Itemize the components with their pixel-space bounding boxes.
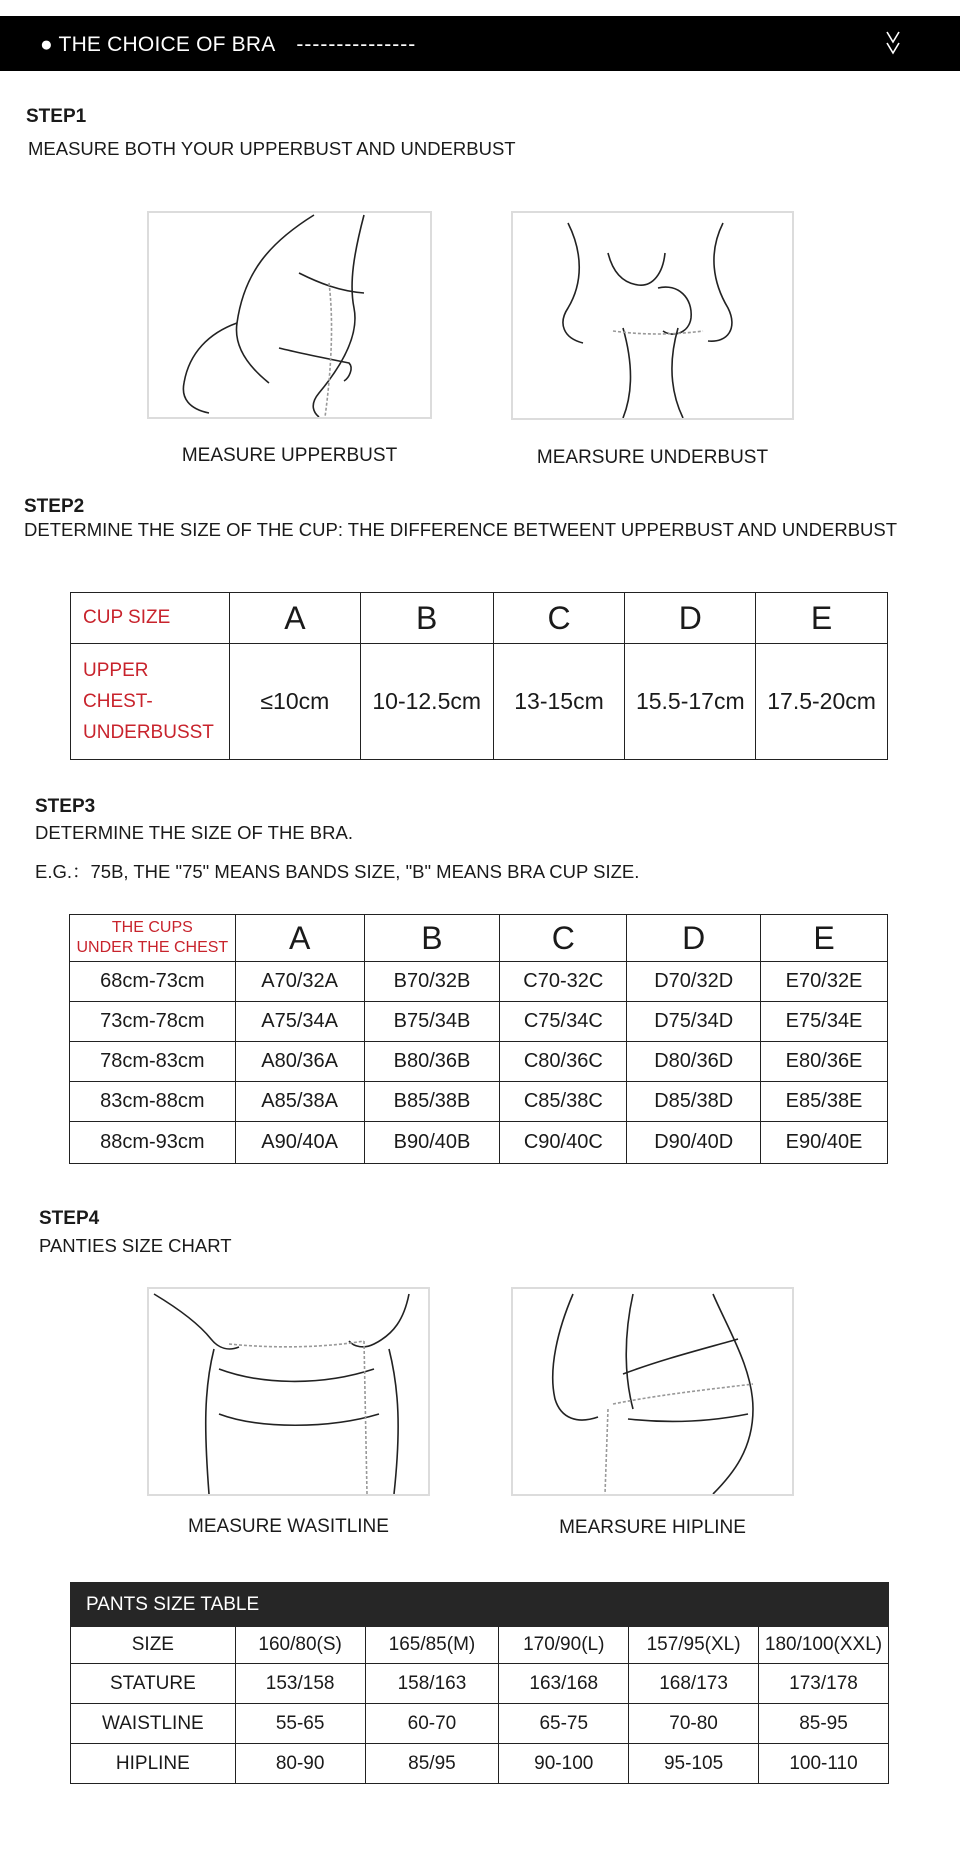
step4-title: STEP4 (39, 1208, 100, 1229)
size-cell: B90/40B (364, 1122, 500, 1164)
cup-header: D (625, 593, 756, 644)
size-cell: 90-100 (499, 1744, 629, 1784)
size-cell: 157/95(XL) (629, 1627, 759, 1664)
chest-range: 78cm-83cm (70, 1042, 236, 1082)
cup-size-label: CUP SIZE (71, 593, 230, 644)
waistline-illustration (147, 1287, 430, 1496)
size-cell: B75/34B (364, 1002, 500, 1042)
step1-title: STEP1 (26, 106, 87, 127)
table-row (70, 962, 888, 1002)
difference-value: ≤10cm (229, 644, 360, 760)
cup-size-table (70, 592, 888, 760)
chest-range: 83cm-88cm (70, 1082, 236, 1122)
row-label: SIZE (71, 1627, 236, 1664)
size-cell: E80/36E (761, 1042, 888, 1082)
waistline-caption: MEASURE WASITLINE (188, 1516, 389, 1537)
difference-value: 15.5-17cm (625, 644, 756, 760)
size-cell: 160/80(S) (235, 1627, 365, 1664)
size-cell: 95-105 (629, 1744, 759, 1784)
size-cell: D90/40D (627, 1122, 761, 1164)
pants-table-title: PANTS SIZE TABLE (71, 1583, 889, 1627)
size-cell: C85/38C (500, 1082, 627, 1122)
difference-label-line: UPPER (83, 660, 149, 681)
step2-title: STEP2 (24, 496, 85, 517)
size-cell: B85/38B (364, 1082, 500, 1122)
size-cell: D75/34D (627, 1002, 761, 1042)
size-cell: A70/32A (235, 962, 364, 1002)
cups-chest-header-line: THE CUPS (111, 919, 193, 936)
table-row (70, 1002, 888, 1042)
hipline-caption: MEARSURE HIPLINE (559, 1517, 746, 1538)
cup-header: C (500, 915, 627, 962)
cup-header: B (364, 915, 500, 962)
chest-range: 88cm-93cm (70, 1122, 236, 1164)
size-cell: 80-90 (235, 1744, 365, 1784)
size-cell: C70-32C (500, 962, 627, 1002)
size-cell: 158/163 (365, 1664, 499, 1704)
bra-size-table (69, 914, 888, 1164)
size-cell: C90/40C (500, 1122, 627, 1164)
hipline-illustration (511, 1287, 794, 1496)
pants-size-table (70, 1582, 889, 1784)
table-row (71, 1704, 889, 1744)
size-cell: 60-70 (365, 1704, 499, 1744)
size-cell: A80/36A (235, 1042, 364, 1082)
header-dashes: --------------- (296, 33, 417, 56)
size-cell: 55-65 (235, 1704, 365, 1744)
cups-chest-header-line: UNDER THE CHEST (76, 939, 229, 956)
table-row (71, 644, 888, 760)
size-cell: A90/40A (235, 1122, 364, 1164)
header-title (40, 33, 416, 57)
table-row (71, 593, 888, 644)
size-cell: 85-95 (759, 1704, 889, 1744)
cup-header: D (627, 915, 761, 962)
table-row (71, 1627, 889, 1664)
row-label: WAISTLINE (71, 1704, 236, 1744)
chest-range: 73cm-78cm (70, 1002, 236, 1042)
step2-text: DETERMINE THE SIZE OF THE CUP: THE DIFFERENCE BETWEENT UPPERBUST AND UNDERBUST (24, 519, 898, 540)
table-row (70, 915, 888, 962)
size-cell: 180/100(XXL) (759, 1627, 889, 1664)
size-cell: E70/32E (761, 962, 888, 1002)
step3-example: E.G.：75B, THE "75" MEANS BANDS SIZE, "B" MEANS BRA CUP SIZE. (35, 861, 640, 882)
chevron-down-icon[interactable] (886, 30, 900, 56)
table-row (70, 1082, 888, 1122)
cup-header: A (229, 593, 360, 644)
cup-header: E (761, 915, 888, 962)
size-cell: E75/34E (761, 1002, 888, 1042)
size-cell: 70-80 (629, 1704, 759, 1744)
row-label: HIPLINE (71, 1744, 236, 1784)
difference-value: 10-12.5cm (360, 644, 493, 760)
table-row (70, 1122, 888, 1164)
table-row (70, 1042, 888, 1082)
chest-range: 68cm-73cm (70, 962, 236, 1002)
table-row (71, 1583, 889, 1627)
table-row (71, 1744, 889, 1784)
cup-header: E (756, 593, 888, 644)
underbust-illustration (511, 211, 794, 420)
size-cell: E85/38E (761, 1082, 888, 1122)
size-cell: 168/173 (629, 1664, 759, 1704)
difference-label (71, 644, 230, 760)
size-cell: B70/32B (364, 962, 500, 1002)
header-title-text: ● THE CHOICE OF BRA (40, 33, 275, 56)
size-cell: 153/158 (235, 1664, 365, 1704)
hipline-figure-icon (513, 1289, 792, 1494)
difference-value: 13-15cm (493, 644, 625, 760)
size-cell: C75/34C (500, 1002, 627, 1042)
size-cell: 165/85(M) (365, 1627, 499, 1664)
size-cell: D80/36D (627, 1042, 761, 1082)
difference-value: 17.5-20cm (756, 644, 888, 760)
step4-text: PANTIES SIZE CHART (39, 1235, 232, 1256)
size-cell: 173/178 (759, 1664, 889, 1704)
table-row (71, 1664, 889, 1704)
cup-header: A (235, 915, 364, 962)
waistline-figure-icon (149, 1289, 428, 1494)
size-cell: C80/36C (500, 1042, 627, 1082)
size-cell: A85/38A (235, 1082, 364, 1122)
upperbust-illustration (147, 211, 432, 419)
size-cell: D85/38D (627, 1082, 761, 1122)
size-cell: E90/40E (761, 1122, 888, 1164)
size-cell: 65-75 (499, 1704, 629, 1744)
step1-text: MEASURE BOTH YOUR UPPERBUST AND UNDERBUST (28, 138, 516, 159)
size-cell: A75/34A (235, 1002, 364, 1042)
step3-title: STEP3 (35, 796, 96, 817)
size-cell: D70/32D (627, 962, 761, 1002)
upperbust-caption: MEASURE UPPERBUST (181, 445, 398, 466)
difference-label-line: CHEST- (83, 691, 153, 712)
cup-header: C (493, 593, 625, 644)
size-cell: 163/168 (499, 1664, 629, 1704)
step3-text: DETERMINE THE SIZE OF THE BRA. (35, 822, 353, 843)
underbust-figure-icon (513, 213, 792, 418)
difference-label-line: UNDERBUSST (83, 722, 214, 743)
size-cell: 85/95 (365, 1744, 499, 1784)
size-cell: 170/90(L) (499, 1627, 629, 1664)
row-label: STATURE (71, 1664, 236, 1704)
upperbust-figure-icon (149, 213, 430, 417)
size-cell: 100-110 (759, 1744, 889, 1784)
underbust-caption: MEARSURE UNDERBUST (536, 447, 769, 468)
cup-header: B (360, 593, 493, 644)
cups-chest-header (70, 915, 236, 962)
size-cell: B80/36B (364, 1042, 500, 1082)
